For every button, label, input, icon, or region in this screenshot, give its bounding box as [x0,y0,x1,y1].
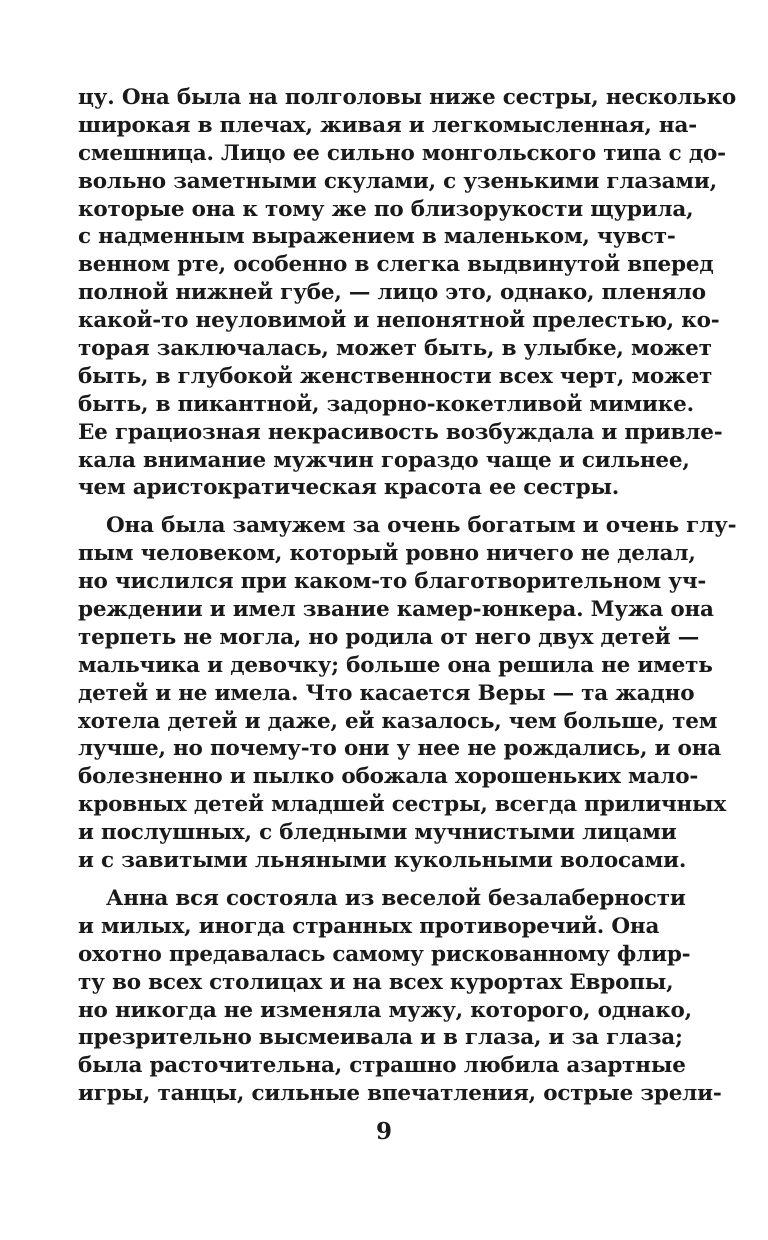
text-line: торая заключалась, может быть, в улыбке, может [78,336,712,362]
text-line: охотно предавалась самому рискованному флир- [78,941,691,967]
body-text [78,84,737,1108]
text-line: цу. Она была на полголовы ниже сестры, несколько [78,85,737,110]
text-line: широкая в плечах, живая и легкомысленная, на- [78,112,697,138]
text-line: Она была замужем за очень богатым и очень глу- [106,513,737,539]
paragraph-1 [78,84,737,502]
paragraph-gap [78,875,656,885]
text-line: лучше, но почему-то они у нее не рождались, и она [78,736,721,762]
paragraph-gap [78,502,656,512]
text-line: быть, в пикантной, задорно-кокетливой мимике. [78,391,694,417]
text-line: и послушных, с бледными мучнистыми лицами [78,820,677,846]
text-line: была расточительна, страшно любила азартные [78,1053,686,1079]
text-line: ту во всех столицах и на всех курортах Европы, [78,969,674,995]
text-line: болезненно и пылко обожала хорошеньких мало- [78,764,699,790]
text-line: чем аристократическая красота ее сестры. [78,475,620,501]
text-line: пым человеком, который ровно ничего не делал, [78,541,696,567]
text-line: венном рте, особенно в слегка выдвинутой вперед [78,252,714,278]
text-line: смешница. Лицо ее сильно монгольского типа с до- [78,140,726,166]
text-line: но числился при каком-то благотворительном уч- [78,569,707,595]
text-line: и с завитыми льняными кукольными волосами. [78,848,687,874]
text-line: которые она к тому же по близорукости щурила, [78,196,694,222]
text-line: вольно заметными скулами, с узенькими глазами, [78,168,717,194]
text-line: Анна вся состояла из веселой безалаберности [106,885,686,911]
text-line: детей и не имела. Что касается Веры — та жадно [78,680,695,706]
text-line: с надменным выражением в маленьком, чувст- [78,224,676,250]
text-line: терпеть не могла, но родила от него двух детей — [78,624,700,650]
text-line: кала внимание мужчин гораздо чаще и сильнее, [78,447,690,473]
paragraph-2 [78,512,737,875]
text-line: но никогда не изменяла мужу, которого, однако, [78,997,692,1023]
text-line: игры, танцы, сильные впечатления, острые зрели- [78,1081,722,1107]
text-line: хотела детей и даже, ей казалось, чем больше, тем [78,708,718,734]
text-line: быть, в глубокой женственности всех черт, может [78,363,713,389]
text-line: реждении и имел звание камер-юнкера. Мужа она [78,597,714,623]
paragraph-3 [78,885,722,1108]
text-line: какой-то неуловимой и непонятной прелестью, ко- [78,308,720,334]
text-line: презрительно высмеивала и в глаза, и за глаза; [78,1025,683,1051]
page-number: 9 [375,1118,392,1145]
text-line: Ее грациозная некрасивость возбуждала и привле- [78,419,723,445]
text-line: и милых, иногда странных противоречий. Она [78,913,660,939]
text-line: кровных детей младшей сестры, всегда приличных [78,792,727,818]
text-line: полной нижней губе, — лицо это, однако, пленяло [78,280,706,306]
text-line: мальчика и девочку; больше она решила не иметь [78,652,713,678]
